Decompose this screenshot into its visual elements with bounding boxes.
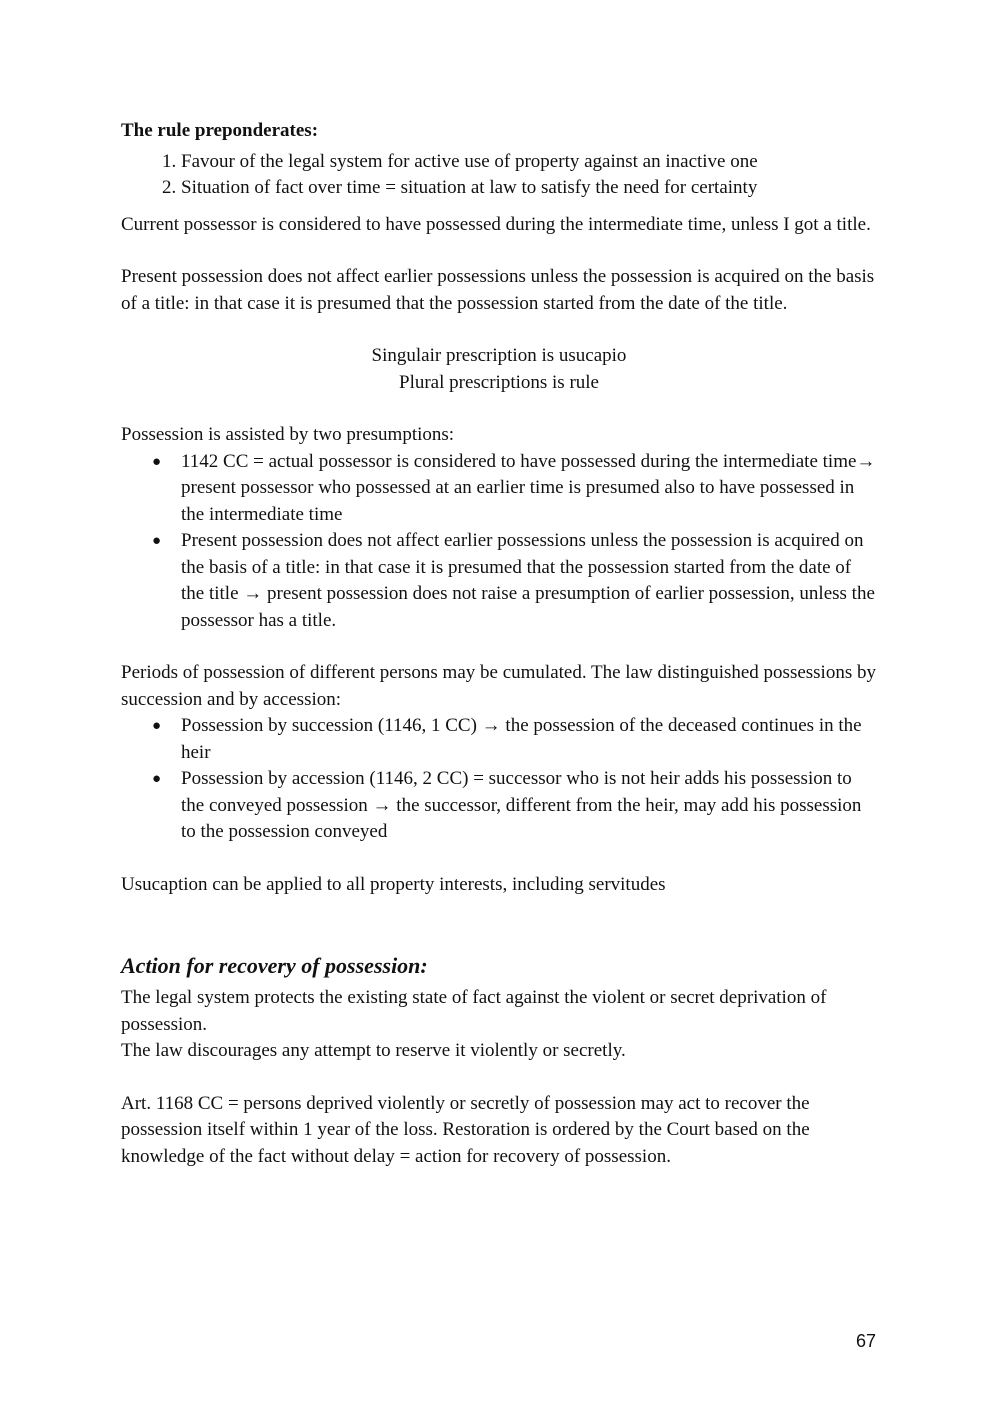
- periods-item-succession: ● Possession by succession (1146, 1 CC) → the possession of the deceased continues in the heir: [181, 713, 877, 766]
- presumptions-intro: Possession is assisted by two presumptions:: [121, 424, 455, 445]
- document-page: [121, 118, 877, 1170]
- rule-list: [121, 149, 877, 202]
- section-title-recovery: Action for recovery of possession:: [121, 953, 428, 978]
- paragraph-current-possessor: Current possessor is considered to have possessed during the intermediate time, unless I got a title.: [121, 213, 871, 235]
- recovery-paragraph-3: Art. 1168 CC = persons deprived violently or secretly of possession may act to recover the possession itself within 1 year of the loss. Restoration is ordered by the Court based on the knowledge of the fact without delay = action for recovery of possession.: [121, 1092, 810, 1167]
- recovery-paragraph-1: The legal system protects the existing state of fact against the violent or secret deprivation of possession.: [121, 987, 827, 1035]
- periods-intro: Periods of possession of different persons may be cumulated. The law distinguished possessions by succession and by accession:: [121, 662, 876, 710]
- periods-item-accession: ● Possession by accession (1146, 2 CC) = successor who is not heir adds his possession to the conveyed possession → the successor, different from the heir, may add his possession to the possession conveyed: [181, 766, 877, 846]
- presumptions-list: [121, 449, 877, 635]
- centered-line-singular: Singulair prescription is usucapio: [371, 345, 627, 366]
- presumption-item-1: ● 1142 CC = actual possessor is considered to have possessed during the intermediate time→ present possessor who possessed at an earlier time is presumed also to have possessed in the intermediate time: [181, 449, 877, 529]
- rule-item-2: 2. Situation of fact over time = situation at law to satisfy the need for certainty: [181, 175, 877, 202]
- paragraph-present-possession: Present possession does not affect earlier possessions unless the possession is acquired on the basis of a title: in that case it is presumed that the possession started from the date of the title.: [121, 266, 875, 314]
- rule-item-1: 1. Favour of the legal system for active use of property against an inactive one: [181, 149, 877, 176]
- recovery-paragraph-2: The law discourages any attempt to reserve it violently or secretly.: [121, 1040, 626, 1061]
- periods-list: [121, 713, 877, 846]
- presumption-item-2: ● Present possession does not affect earlier possessions unless the possession is acquired on the basis of a title: in that case it is presumed that the possession started from the date of the title → present possession does not raise a presumption of earlier possession, unless the possessor has a title.: [181, 528, 877, 634]
- centered-line-plural: Plural prescriptions is rule: [399, 371, 599, 393]
- page-number: 67: [856, 1331, 877, 1351]
- rule-heading: The rule preponderates:: [121, 120, 319, 141]
- usucaption-note: Usucaption can be applied to all property interests, including servitudes: [121, 873, 666, 895]
